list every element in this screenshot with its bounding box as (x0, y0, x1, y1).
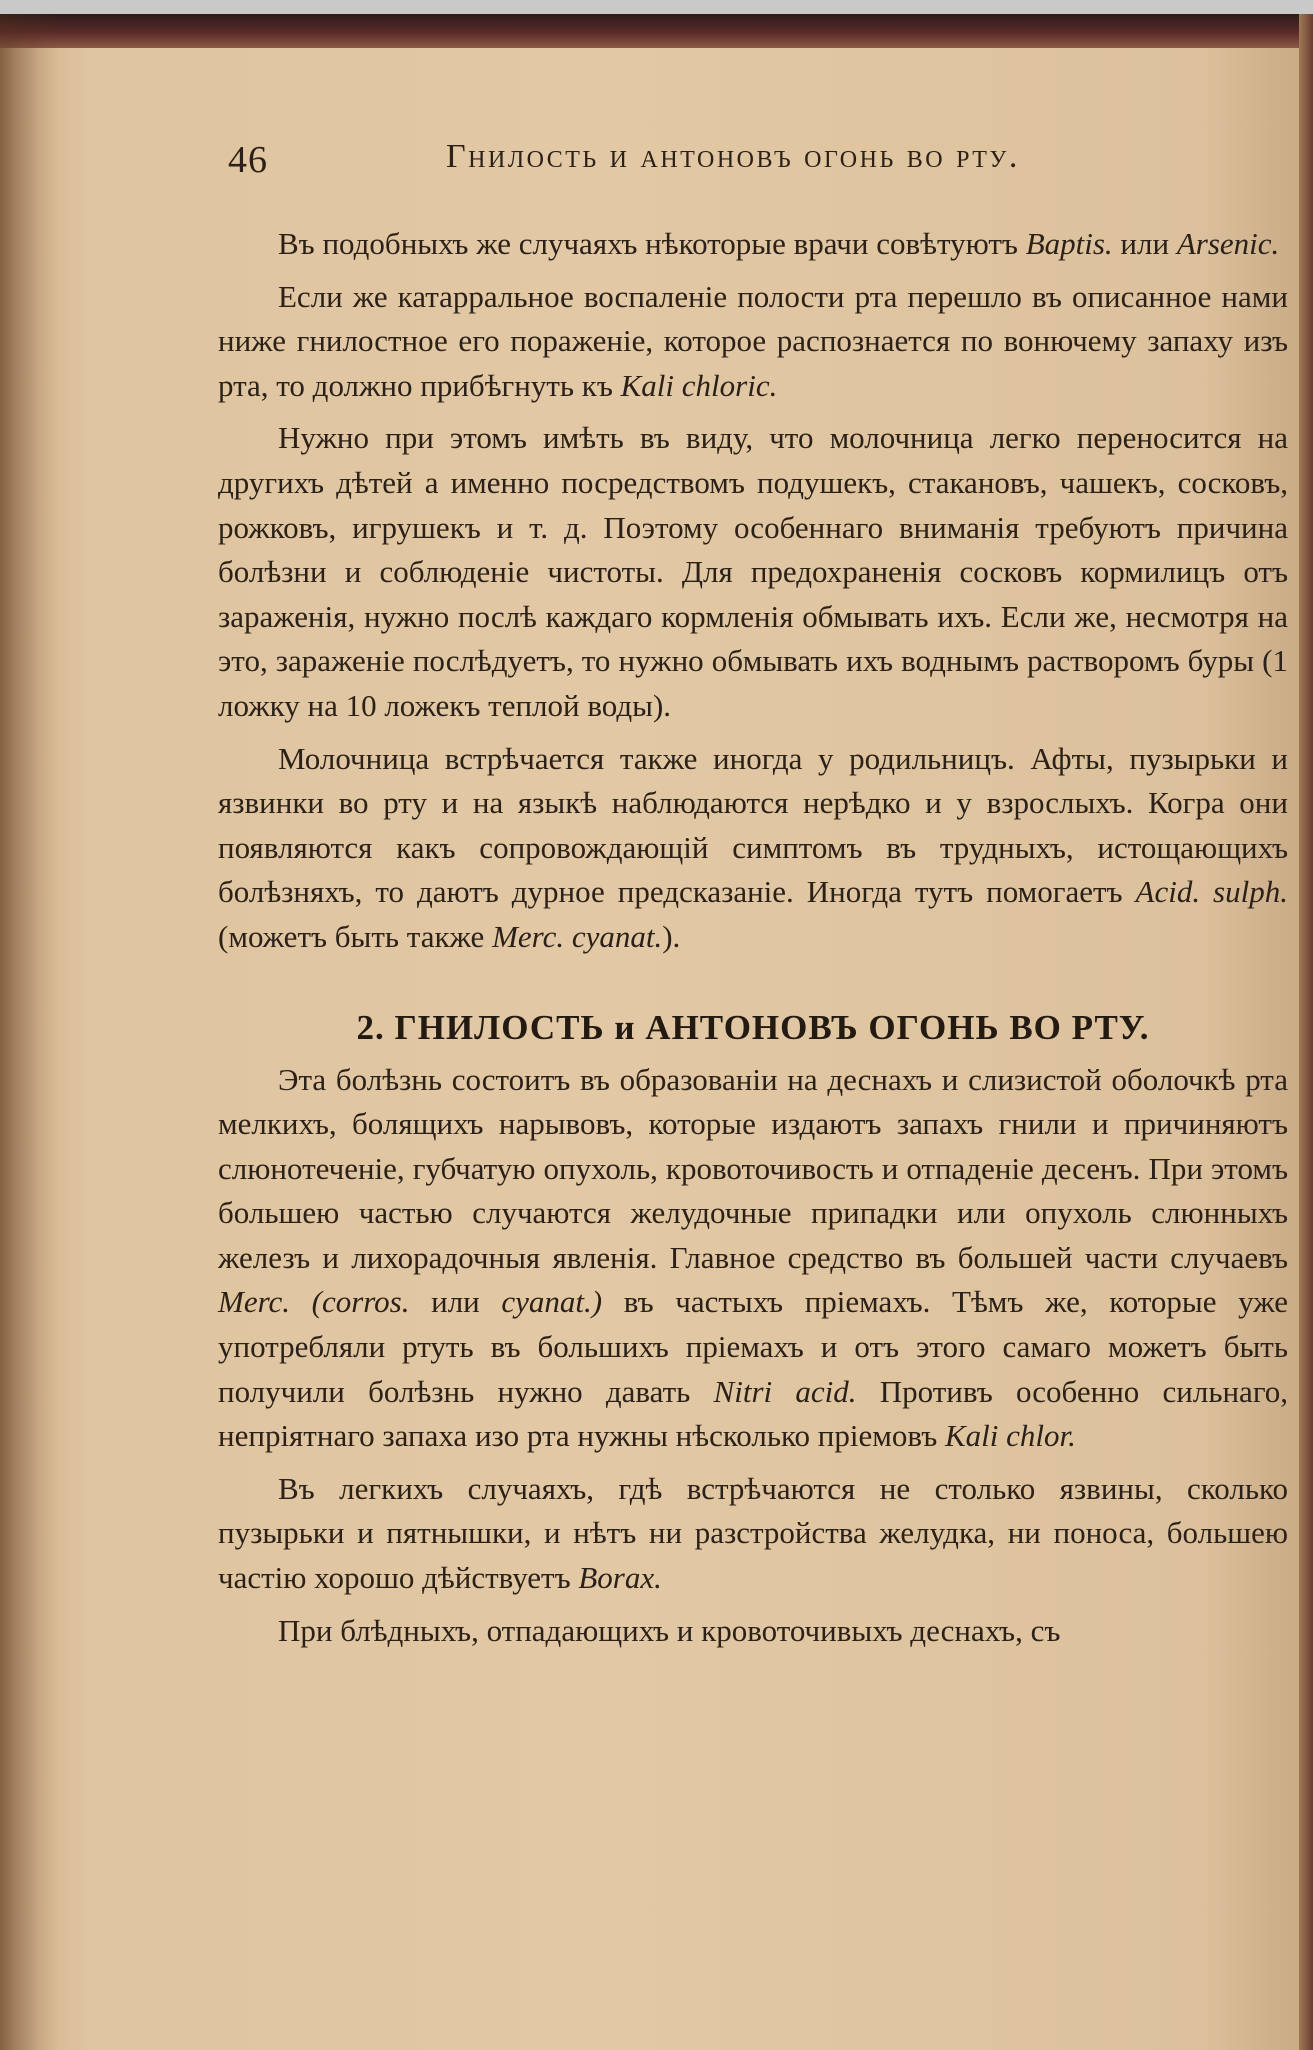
paragraph-text: При блѣдныхъ, отпадающихъ и кровоточивыхъ деснахъ, съ (278, 1612, 1061, 1648)
remedy-name: Merc. (corros. (218, 1284, 410, 1320)
body-text (218, 222, 1288, 1661)
paragraph (218, 416, 1288, 728)
paragraph-text: (можетъ быть также (218, 918, 493, 954)
section-heading: 2. ГНИЛОСТЬ и АНТОНОВЪ ОГОНЬ ВО РТУ. (356, 1007, 1150, 1047)
paragraph-text: Молочница встрѣчается также иногда у родильницъ. Афты, пузырьки и язвинки во рту и на языкѣ наблюдаются нерѣдко и у взрослыхъ. Когра они появляются какъ сопровождающій симптомъ въ трудныхъ, истощающихъ болѣзняхъ, то даютъ дурное предсказаніе. Иногда тутъ помогаетъ (218, 740, 1288, 910)
paragraph (218, 1609, 1288, 1654)
paragraph-text: въ частыхъ пріемахъ. Тѣмъ же, которые уже употребляли ртуть въ большихъ пріемахъ и отъ этого самаго можетъ быть получили болѣзнь нужно давать (218, 1284, 1288, 1409)
remedy-name: Kali chlor. (944, 1418, 1076, 1454)
paragraph-text: или (1112, 226, 1177, 261)
paragraph-text: Эта болѣзнь состоитъ въ образованіи на деснахъ и слизистой оболочкѣ рта мелкихъ, болящихъ нарывовъ, которые издаютъ запахъ гнили и причиняютъ слюнотеченіе, губчатую опухоль, кровоточивость и отпаденіе десенъ. При этомъ большею частью случаются желудочные припадки или опухоль слюнныхъ железъ и лихорадочныя явленія. Главное средство въ большей части случаевъ (218, 1061, 1288, 1275)
paragraph-text: Если же катарральное воспаленіе полости рта перешло въ описанное нами ниже гнилостное его пораженіе, которое распознается по вонючему запаху изъ рта, то должно прибѣгнуть къ (218, 278, 1288, 403)
remedy-name: Acid. sulph. (1135, 874, 1288, 910)
paragraph (218, 275, 1288, 409)
paragraph-text: Противъ особенно сильнаго, непріятнаго запаха изо рта нужны нѣсколько пріемовъ (218, 1373, 1289, 1454)
paragraph (218, 737, 1288, 960)
paragraph (218, 222, 1288, 267)
remedy-name: Baptis. (1025, 226, 1113, 261)
remedy-name: Nitri acid. (713, 1373, 857, 1409)
remedy-name: Borax. (578, 1560, 662, 1596)
remedy-name: Arsenic. (1176, 226, 1280, 261)
page-header (228, 138, 1098, 188)
page-gutter-shadow (0, 14, 60, 2050)
remedy-name: Kali chloric. (620, 367, 778, 403)
scan-top-band (0, 0, 1313, 14)
paragraph (218, 1467, 1288, 1601)
paragraph (218, 1058, 1288, 1459)
paragraphs-before-section (218, 222, 1288, 960)
book-cover-edge (0, 14, 1313, 48)
paragraph-text: Нужно при этомъ имѣть въ виду, что молочница легко переносится на другихъ дѣтей а именно посредствомъ подушекъ, стакановъ, чашекъ, сосковъ, рожковъ, игрушекъ и т. д. Поэтому особеннаго вниманія требуютъ причина болѣзни и соблюденіе чистоты. Для предохраненія сосковъ кормилицъ отъ зараженія, нужно послѣ каждаго кормленія обмывать ихъ. Если же, несмотря на это, зараженіе послѣдуетъ, то нужно обмывать ихъ воднымъ растворомъ буры (1 ложку на 10 ложекъ теплой воды). (218, 420, 1288, 723)
paragraph-text: Въ легкихъ случаяхъ, гдѣ встрѣчаются не столько язвины, сколько пузырьки и пятнышки, и нѣтъ ни разстройства желудка, ни поноса, большею частію хорошо дѣйствуетъ (218, 1470, 1288, 1596)
page-right-edge (1299, 14, 1313, 2050)
paragraph-text: Въ подобныхъ же случаяхъ нѣкоторые врачи совѣтуютъ (278, 226, 1026, 261)
paragraphs-after-section (218, 1058, 1288, 1654)
remedy-name: Merc. cyanat. (492, 918, 663, 954)
running-title: Гнилость и антоновъ огонь во рту. (446, 138, 1020, 175)
paragraph-text: ). (662, 918, 681, 954)
remedy-name: cyanat.) (501, 1284, 603, 1320)
page-number: 46 (228, 139, 268, 181)
paragraph-text: или (409, 1284, 502, 1320)
